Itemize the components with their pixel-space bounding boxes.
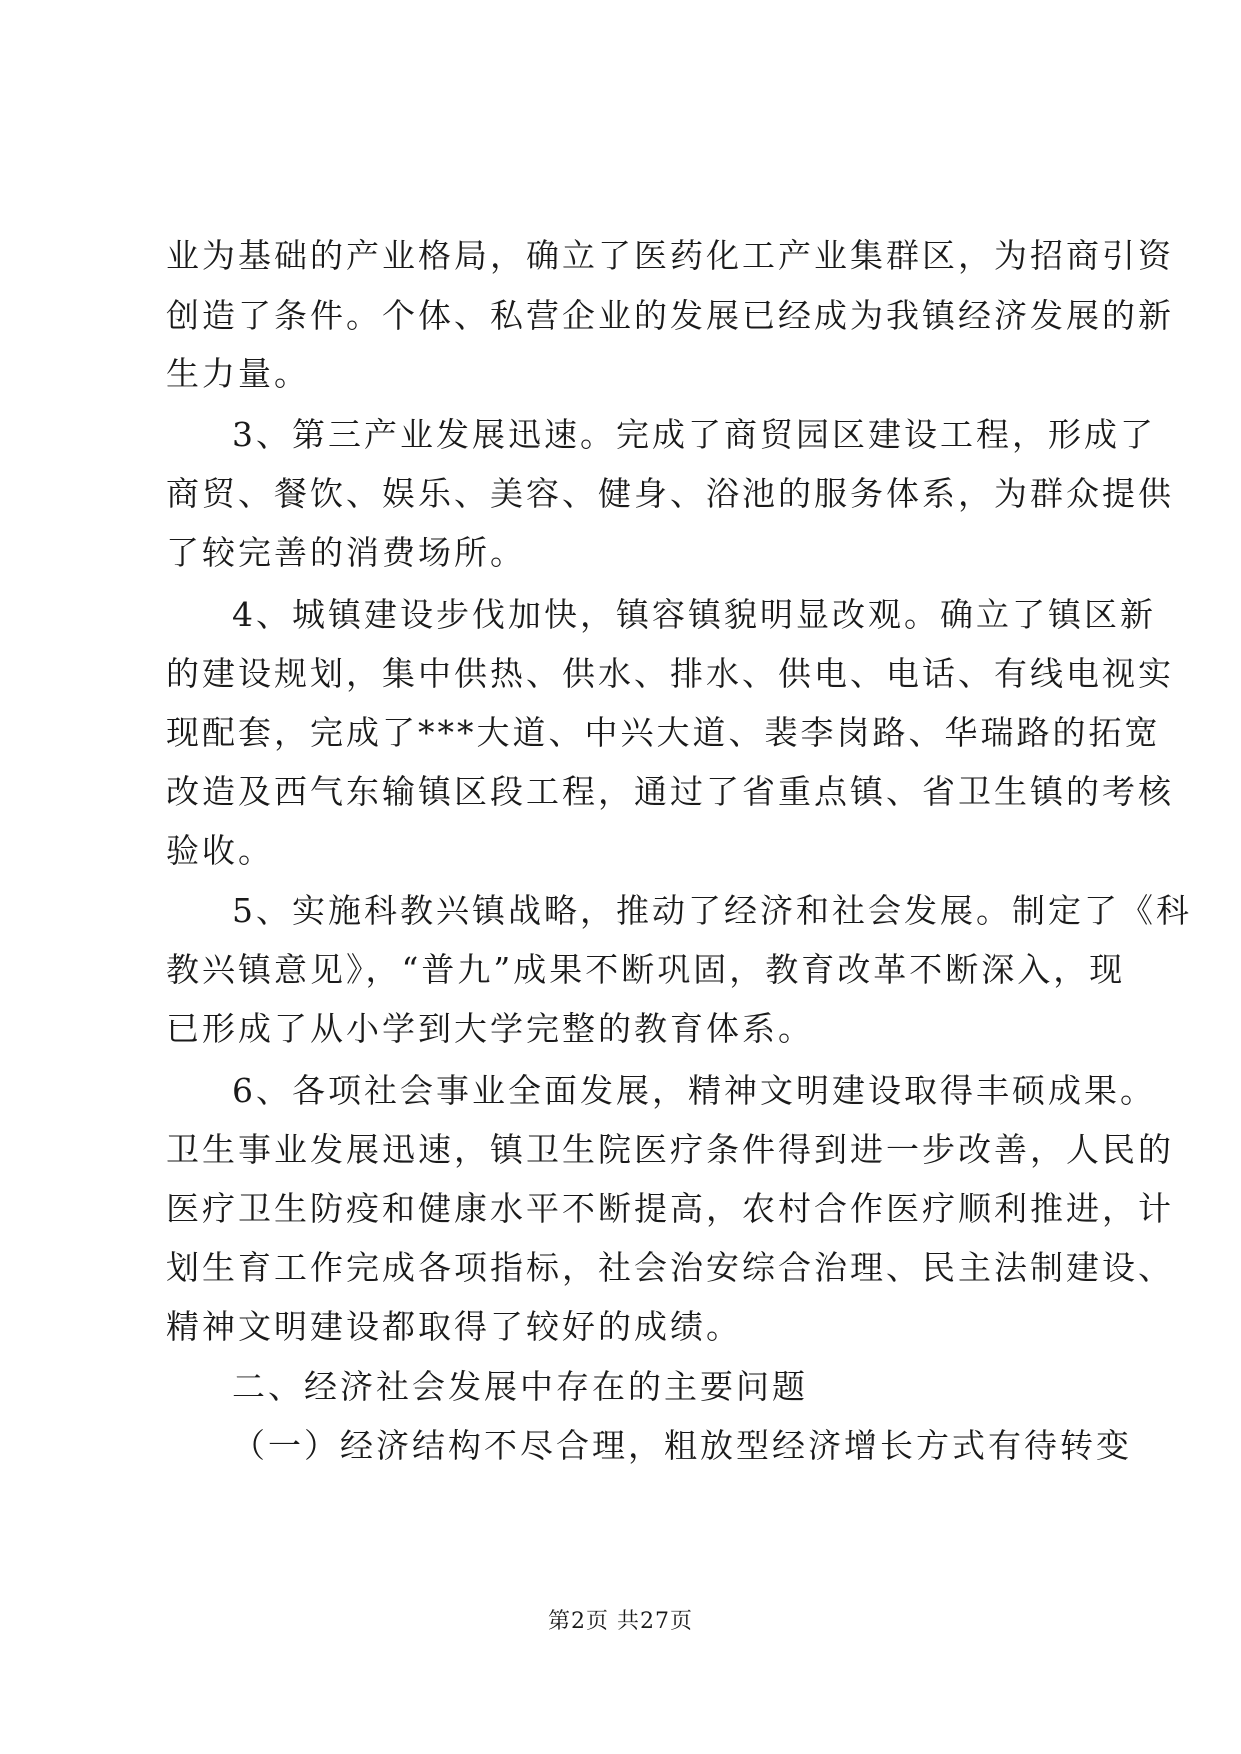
body-text-line: 卫生事业发展迅速，镇卫生院医疗条件得到进一步改善，人民的 — [166, 1130, 1174, 1169]
body-text-line: 5、实施科教兴镇战略，推动了经济和社会发展。制定了《科 — [232, 891, 1192, 930]
body-text-line: 业为基础的产业格局，确立了医药化工产业集群区，为招商引资 — [166, 236, 1174, 275]
body-text-line: 生力量。 — [166, 354, 310, 393]
body-text-line: 已形成了从小学到大学完整的教育体系。 — [166, 1009, 814, 1048]
section-heading: 二、经济社会发展中存在的主要问题 — [232, 1367, 808, 1406]
body-text-line: 划生育工作完成各项指标，社会治安综合治理、民主法制建设、 — [166, 1248, 1174, 1287]
body-text-line: 创造了条件。个体、私营企业的发展已经成为我镇经济发展的新 — [166, 296, 1174, 335]
body-text-line: 了较完善的消费场所。 — [166, 533, 526, 572]
body-text-line: 商贸、餐饮、娱乐、美容、健身、浴池的服务体系，为群众提供 — [166, 474, 1174, 513]
body-text-line: 改造及西气东输镇区段工程，通过了省重点镇、省卫生镇的考核 — [166, 772, 1174, 811]
body-text-line: 6、各项社会事业全面发展，精神文明建设取得丰硕成果。 — [232, 1071, 1156, 1110]
body-text-line: 现配套，完成了***大道、中兴大道、裴李岗路、华瑞路的拓宽 — [166, 713, 1161, 752]
body-text-line: 医疗卫生防疫和健康水平不断提高，农村合作医疗顺利推进，计 — [166, 1189, 1174, 1228]
body-text-line: 验收。 — [166, 831, 274, 870]
body-text-line: 4、城镇建设步伐加快，镇容镇貌明显改观。确立了镇区新 — [232, 595, 1156, 634]
body-text-line: 精神文明建设都取得了较好的成绩。 — [166, 1307, 742, 1346]
subsection-heading: （一）经济结构不尽合理，粗放型经济增长方式有待转变 — [232, 1426, 1132, 1465]
body-text-line: 的建设规划，集中供热、供水、排水、供电、电话、有线电视实 — [166, 654, 1174, 693]
body-text-line: 教兴镇意见》，“普九”成果不断巩固，教育改革不断深入，现 — [166, 950, 1126, 989]
page-number-footer: 第2页 共27页 — [548, 1609, 693, 1634]
body-text-line: 3、第三产业发展迅速。完成了商贸园区建设工程，形成了 — [232, 415, 1156, 454]
